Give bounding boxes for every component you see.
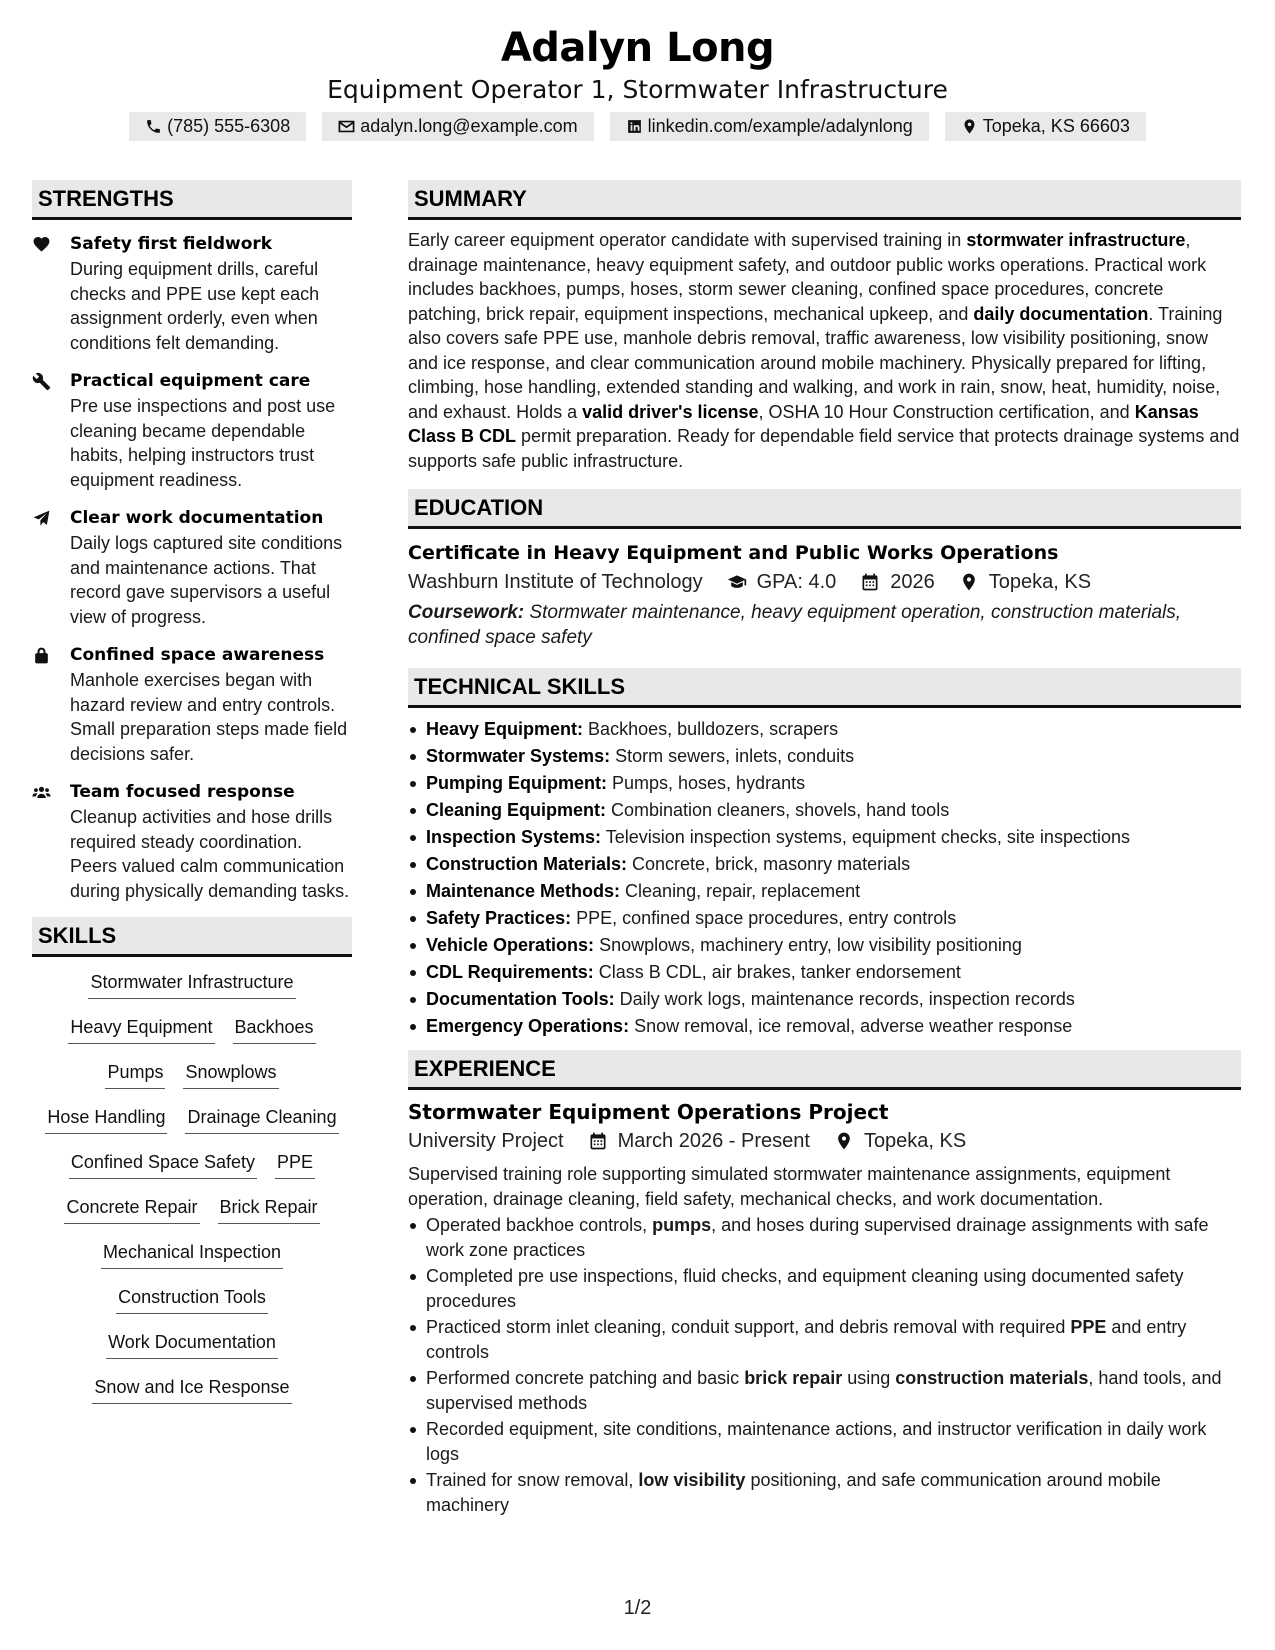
experience-dates: March 2026 - Present <box>617 1130 810 1152</box>
skill-tag: Snowplows <box>183 1059 278 1089</box>
strength-desc: Cleanup activities and hose drills required steady coordination. Peers valued calm communication during physically demanding tasks. <box>70 807 350 901</box>
experience-bullet <box>408 1468 1241 1517</box>
education-heading: EDUCATION <box>408 489 1241 529</box>
graduation-year: 2026 <box>890 571 935 593</box>
technical-skill-label: Inspection Systems: <box>426 827 602 847</box>
skill-tag: Construction Tools <box>116 1284 268 1314</box>
skill-tag: Concrete Repair <box>64 1194 199 1224</box>
coursework <box>408 601 1241 650</box>
technical-skill-label: Safety Practices: <box>426 908 572 928</box>
technical-skill-label: Maintenance Methods: <box>426 881 621 901</box>
technical-skill-value: Snow removal, ice removal, adverse weather response <box>629 1016 1073 1036</box>
technical-skill-value: PPE, confined space procedures, entry controls <box>571 908 957 928</box>
technical-skills-list <box>408 716 1241 1040</box>
experience-summary: Supervised training role supporting simulated stormwater maintenance assignments, equipment operation, drainage cleaning, field safety, mechanical checks, and work documentation. <box>408 1164 1171 1209</box>
text-segment: and entry controls <box>426 1317 1187 1362</box>
text-segment: , and hoses during supervised drainage assignments with safe work zone practices <box>426 1215 1209 1260</box>
location-text: Topeka, KS 66603 <box>982 116 1130 136</box>
experience-bullet <box>408 1213 1241 1262</box>
skill-tag: PPE <box>275 1149 315 1179</box>
degree-title: Certificate in Heavy Equipment and Public Works Operations <box>408 542 1059 564</box>
text-segment: Practiced storm inlet cleaning, conduit support, and debris removal with required <box>426 1317 1071 1337</box>
calendar-icon <box>588 1131 608 1151</box>
bold-text: construction materials <box>895 1368 1089 1388</box>
technical-skill-label: Vehicle Operations: <box>426 935 595 955</box>
experience-heading: EXPERIENCE <box>408 1050 1241 1090</box>
phone-icon <box>145 118 162 135</box>
lock-icon <box>32 646 51 665</box>
technical-skill-label: Documentation Tools: <box>426 989 615 1009</box>
technical-skill-value: Concrete, brick, masonry materials <box>627 854 911 874</box>
gpa-text: GPA: 4.0 <box>756 571 837 593</box>
users-icon <box>32 783 51 802</box>
text-segment: , hand tools, and supervised methods <box>426 1368 1222 1413</box>
technical-skill-value: Pumps, hoses, hydrants <box>606 773 806 793</box>
strength-item <box>32 780 352 903</box>
right-column <box>408 180 1241 1519</box>
strength-item <box>32 232 352 355</box>
coursework-text: Stormwater maintenance, heavy equipment operation, construction materials, confined space safety <box>408 602 1182 648</box>
bold-text: PPE <box>1070 1317 1107 1337</box>
strength-item <box>32 506 352 629</box>
skill-tag: Work Documentation <box>106 1329 278 1359</box>
strength-desc: Manhole exercises began with hazard review and entry controls. Small preparation steps made field decisions safer. <box>70 670 348 764</box>
strength-desc: Daily logs captured site conditions and maintenance actions. That record gave supervisors a useful view of progress. <box>70 533 343 627</box>
skill-row <box>32 1239 352 1284</box>
heart-icon <box>32 235 51 254</box>
experience-bullets <box>408 1213 1241 1517</box>
strengths-list <box>32 232 352 903</box>
candidate-title: Equipment Operator 1, Stormwater Infrastructure <box>327 75 948 104</box>
technical-skill-label: CDL Requirements: <box>426 962 594 982</box>
skill-row <box>32 1284 352 1329</box>
strength-desc: Pre use inspections and post use cleaning became dependable habits, helping instructors trust equipment readiness. <box>70 396 336 490</box>
strength-item <box>32 369 352 492</box>
experience-bullet <box>408 1264 1241 1313</box>
skill-row <box>32 1374 352 1419</box>
strengths-heading: STRENGTHS <box>32 180 352 220</box>
technical-skill-value: Class B CDL, air brakes, tanker endorsement <box>593 962 961 982</box>
strength-title: Practical equipment care <box>70 371 311 391</box>
technical-skill-item <box>408 743 1241 770</box>
text-segment: . Training also covers safe PPE use, manhole debris removal, traffic awareness, low visibility positioning, snow and ice response, and clear communication around mobile machinery. Physically prepared for lifting, climbing, hose handling, extended standing and walking, and work in rain, snow, heat, humidity, noise, and exhaust. Holds a <box>408 303 1223 422</box>
technical-skill-label: Cleaning Equipment: <box>426 800 606 820</box>
strength-title: Team focused response <box>70 782 295 802</box>
map-marker-icon <box>834 1131 854 1151</box>
technical-skill-value: Storm sewers, inlets, conduits <box>610 746 855 766</box>
bold-text: brick repair <box>744 1368 843 1388</box>
technical-skill-value: Snowplows, machinery entry, low visibility positioning <box>594 935 1022 955</box>
coursework-label: Coursework: <box>408 602 525 623</box>
technical-skill-label: Heavy Equipment: <box>426 719 584 739</box>
strength-title: Safety first fieldwork <box>70 234 273 254</box>
contact-linkedin[interactable] <box>610 112 929 141</box>
skill-tag: Brick Repair <box>218 1194 320 1224</box>
paper-plane-icon <box>32 509 51 528</box>
skills-heading: SKILLS <box>32 917 352 957</box>
bold-text: daily documentation <box>973 303 1149 324</box>
technical-skill-label: Emergency Operations: <box>426 1016 630 1036</box>
technical-skill-value: Combination cleaners, shovels, hand tools <box>606 800 950 820</box>
skill-tag: Hose Handling <box>45 1104 167 1134</box>
wrench-icon <box>32 372 51 391</box>
experience-title: Stormwater Equipment Operations Project <box>408 1100 889 1124</box>
skill-tag: Heavy Equipment <box>68 1014 214 1044</box>
education-entry <box>408 539 1241 650</box>
skill-row <box>32 1194 352 1239</box>
map-marker-icon <box>959 572 979 592</box>
technical-skill-value: Backhoes, bulldozers, scrapers <box>583 719 839 739</box>
text-segment: positioning, and safe communication around mobile machinery <box>426 1470 1161 1515</box>
contact-phone <box>129 112 306 141</box>
skill-row <box>32 969 352 1014</box>
text-segment: Early career equipment operator candidate with supervised training in <box>408 230 967 250</box>
text-segment: Operated backhoe controls, <box>426 1215 653 1235</box>
map-marker-icon <box>961 118 978 135</box>
technical-skill-item <box>408 1013 1241 1040</box>
text-segment: Trained for snow removal, <box>426 1470 639 1490</box>
skill-row <box>32 1149 352 1194</box>
text-segment: using <box>842 1368 896 1388</box>
text-segment: Completed pre use inspections, fluid checks, and equipment cleaning using documented safety procedures <box>426 1266 1184 1311</box>
page-number: 1/2 <box>623 1597 652 1619</box>
technical-skill-item <box>408 905 1241 932</box>
contact-email[interactable] <box>322 112 593 141</box>
skill-row <box>32 1329 352 1374</box>
bold-text: low visibility <box>638 1470 746 1490</box>
text-segment: Performed concrete patching and basic <box>426 1368 745 1388</box>
strength-title: Confined space awareness <box>70 645 325 665</box>
technical-skill-item <box>408 824 1241 851</box>
technical-skill-item <box>408 986 1241 1013</box>
technical-skill-item <box>408 716 1241 743</box>
calendar-icon <box>860 572 880 592</box>
bold-text: valid driver's license <box>582 401 759 422</box>
resume-header <box>0 22 1275 141</box>
phone-text: (785) 555-6308 <box>167 116 291 136</box>
technical-skill-item <box>408 770 1241 797</box>
envelope-icon <box>338 118 355 135</box>
linkedin-icon <box>626 118 643 135</box>
strength-item <box>32 643 352 766</box>
school-name: Washburn Institute of Technology <box>408 571 703 593</box>
technical-skill-item <box>408 878 1241 905</box>
technical-skill-item <box>408 959 1241 986</box>
experience-meta <box>408 1126 1241 1156</box>
text-segment: permit preparation. Ready for dependable field service that protects drainage systems and supports safe public infrastructure. <box>408 426 1240 471</box>
graduation-cap-icon <box>727 572 747 592</box>
skill-tag: Stormwater Infrastructure <box>88 969 295 999</box>
technical-skill-item <box>408 851 1241 878</box>
experience-bullet <box>408 1417 1241 1466</box>
experience-bullet <box>408 1366 1241 1415</box>
linkedin-text[interactable]: linkedin.com/example/adalynlong <box>647 116 913 136</box>
text-segment: , OSHA 10 Hour Construction certification, and <box>758 401 1135 422</box>
experience-org: University Project <box>408 1130 564 1152</box>
technical-skill-label: Pumping Equipment: <box>426 773 607 793</box>
text-segment: , drainage maintenance, heavy equipment safety, and outdoor public works operations. Practical work includes backhoes, pumps, hoses, storm sewer cleaning, confined space procedures, concrete patching, brick repair, equipment inspections, mechanical upkeep, and <box>408 230 1207 324</box>
strength-desc: During equipment drills, careful checks and PPE use kept each assignment orderly, even when conditions felt demanding. <box>70 259 320 353</box>
skill-row <box>32 1104 352 1149</box>
contact-bar <box>0 112 1275 141</box>
skill-tag: Drainage Cleaning <box>185 1104 338 1134</box>
skills-tags <box>32 969 352 1419</box>
technical-skill-value: Television inspection systems, equipment checks, site inspections <box>601 827 1130 847</box>
skill-tag: Confined Space Safety <box>69 1149 257 1179</box>
technical-skill-value: Cleaning, repair, replacement <box>620 881 861 901</box>
experience-location: Topeka, KS <box>863 1130 967 1152</box>
bold-text: stormwater infrastructure <box>966 230 1186 250</box>
experience-bullet <box>408 1315 1241 1364</box>
contact-location <box>945 112 1146 141</box>
bold-text: Kansas Class B CDL <box>408 401 1199 446</box>
technical-skill-value: Daily work logs, maintenance records, inspection records <box>614 989 1075 1009</box>
technical-skill-item <box>408 797 1241 824</box>
email-text[interactable]: adalyn.long@example.com <box>360 116 578 136</box>
candidate-name: Adalyn Long <box>500 25 775 71</box>
technical-skill-item <box>408 932 1241 959</box>
left-column <box>32 180 352 1419</box>
skill-tag: Snow and Ice Response <box>92 1374 291 1404</box>
summary-text <box>408 228 1241 473</box>
skill-row <box>32 1059 352 1104</box>
strength-title: Clear work documentation <box>70 508 324 528</box>
technical-skills-heading: TECHNICAL SKILLS <box>408 668 1241 708</box>
education-meta <box>408 567 1241 597</box>
skill-tag: Mechanical Inspection <box>101 1239 283 1269</box>
education-location: Topeka, KS <box>988 571 1092 593</box>
text-segment: Recorded equipment, site conditions, maintenance actions, and instructor verification in daily work logs <box>426 1419 1207 1464</box>
technical-skill-label: Construction Materials: <box>426 854 628 874</box>
technical-skill-label: Stormwater Systems: <box>426 746 611 766</box>
skill-row <box>32 1014 352 1059</box>
skill-tag: Backhoes <box>233 1014 316 1044</box>
summary-heading: SUMMARY <box>408 180 1241 220</box>
skill-tag: Pumps <box>105 1059 165 1089</box>
bold-text: pumps <box>652 1215 712 1235</box>
